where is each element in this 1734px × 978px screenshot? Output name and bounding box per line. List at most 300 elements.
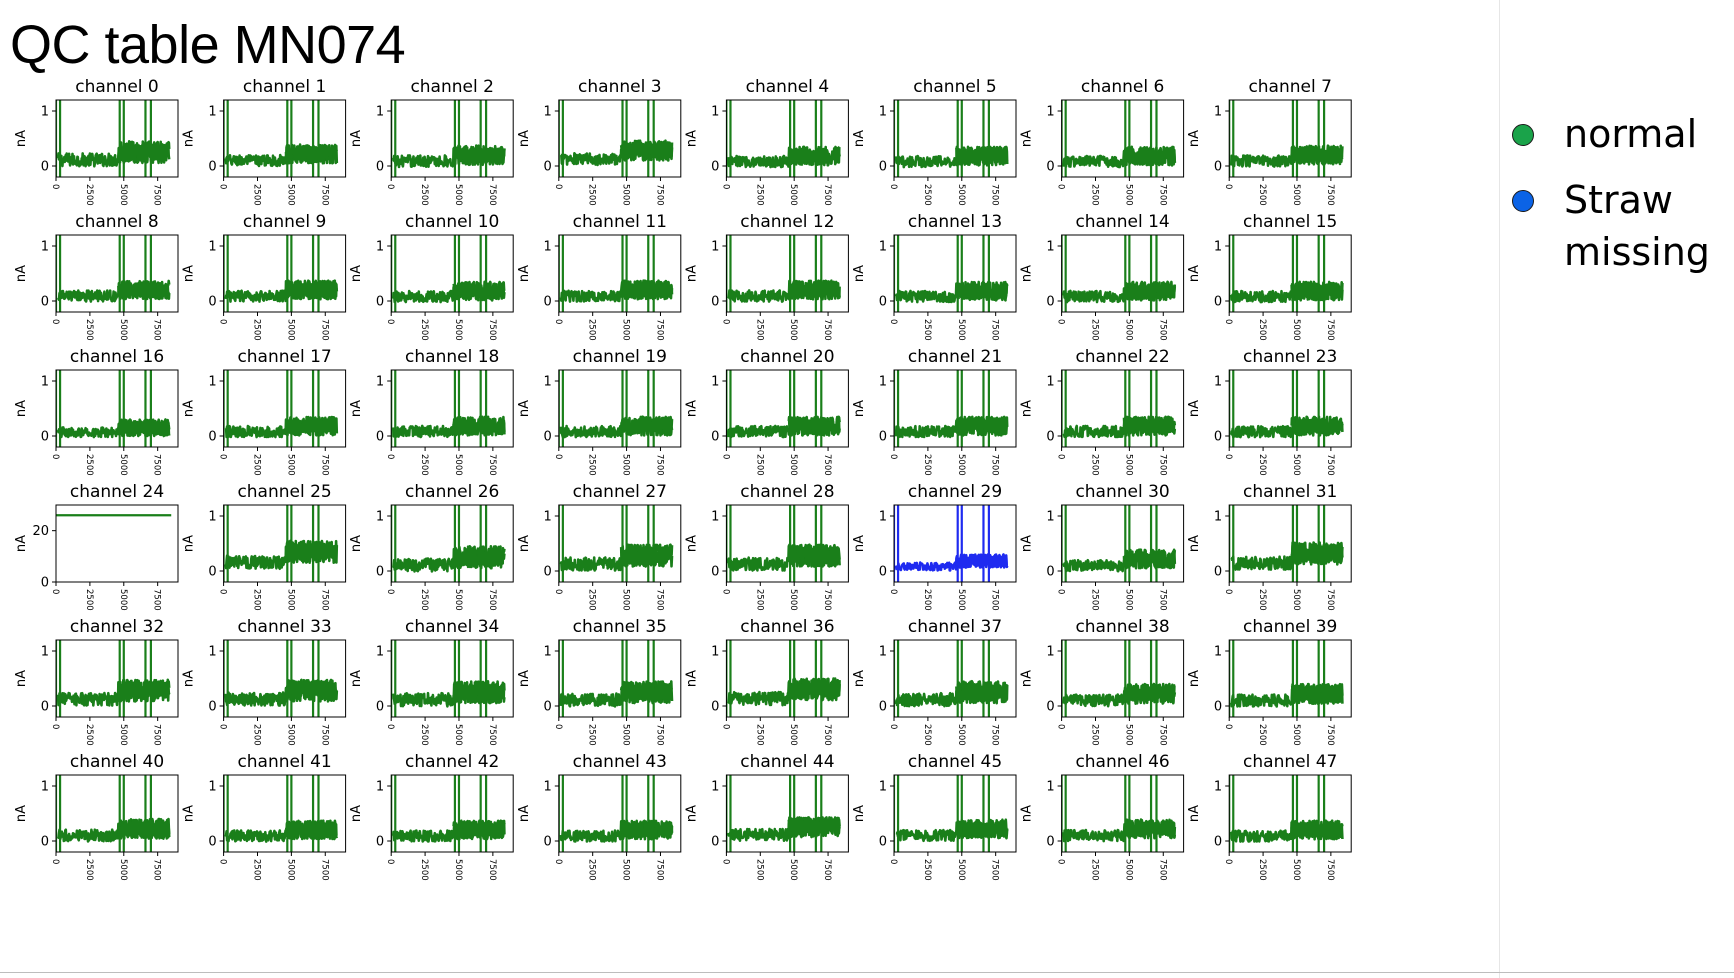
panel-title: channel 42 [405,752,500,772]
y-tick-label: 0 [1213,564,1223,580]
channel-panel [349,752,513,881]
x-tick-label: 7500 [151,589,162,611]
x-tick-label: 7500 [151,184,162,206]
x-tick-label: 5000 [452,589,463,611]
panel-title: channel 5 [913,77,997,97]
x-tick-label: 0 [385,184,396,190]
x-tick-label: 0 [552,589,563,595]
panel-frame [726,640,848,717]
channel-panel [349,77,513,206]
x-tick-label: 0 [720,184,731,190]
x-tick-label: 7500 [319,454,330,476]
x-tick-label: 7500 [1324,454,1335,476]
y-tick-label: 0 [878,834,887,850]
x-tick-label: 2500 [251,859,262,881]
x-tick-label: 7500 [1157,724,1168,746]
x-tick-label: 5000 [620,589,631,611]
x-tick-label: 2500 [251,184,262,206]
panel-title: channel 3 [578,77,662,97]
y-tick-label: 0 [878,294,887,310]
y-axis-label: nA [1019,129,1035,148]
x-tick-label: 5000 [285,859,296,881]
x-tick-label: 0 [552,724,563,730]
x-tick-label: 2500 [419,724,430,746]
y-axis-label: nA [516,264,532,283]
x-tick-label: 7500 [319,184,330,206]
y-axis-label: nA [516,399,532,418]
x-tick-label: 0 [888,454,898,460]
channel-panel [852,482,1016,611]
x-tick-label: 7500 [486,859,497,881]
channel-panel [349,482,513,611]
panel-title: channel 34 [405,617,500,637]
x-tick-label: 7500 [989,859,1000,881]
y-axis-label: nA [1187,534,1203,553]
y-axis-label: nA [181,399,197,418]
x-tick-label: 2500 [754,859,765,881]
channel-panel [517,482,681,611]
x-tick-label: 5000 [285,589,296,611]
x-tick-label: 2500 [251,454,262,476]
x-tick-label: 2500 [1257,724,1268,746]
channel-panel [1187,482,1351,611]
channel-panel [182,347,346,476]
y-tick-label: 1 [878,374,887,390]
panel-title: channel 36 [740,617,835,637]
y-tick-label: 0 [375,159,385,175]
x-tick-label: 7500 [1157,589,1168,611]
x-tick-label: 0 [552,319,563,325]
legend-item-normal [1508,108,1723,160]
panel-title: channel 17 [237,347,332,367]
x-tick-label: 5000 [1123,319,1134,341]
panel-title: channel 30 [1075,482,1170,502]
x-tick-label: 2500 [754,319,765,341]
x-tick-label: 7500 [486,319,497,341]
x-tick-label: 5000 [452,454,463,476]
x-tick-label: 0 [720,454,731,460]
y-axis-label: nA [349,264,365,283]
x-tick-label: 5000 [788,589,799,611]
x-tick-label: 5000 [117,859,128,881]
x-tick-label: 2500 [921,319,932,341]
y-tick-label: 1 [711,779,720,795]
y-axis-label: nA [684,804,700,823]
x-tick-label: 7500 [654,319,665,341]
channel-panel [852,212,1016,341]
channel-panel [852,77,1016,206]
series-line [1292,684,1343,704]
x-tick-label: 0 [552,859,563,865]
x-tick-label: 2500 [586,859,597,881]
y-tick-label: 1 [40,104,49,120]
y-tick-label: 0 [40,834,49,850]
series-line [956,417,1007,436]
panel-title: channel 1 [242,77,327,97]
y-tick-label: 1 [1213,239,1223,255]
channel-panel [1187,77,1351,206]
y-axis-label: nA [1019,804,1035,823]
series-line [118,420,169,437]
y-axis-label: nA [349,534,365,553]
x-tick-label: 2500 [1089,319,1100,341]
x-tick-label: 5000 [620,454,631,476]
channel-panel [349,347,513,476]
channel-panel [684,752,848,881]
x-tick-label: 0 [385,319,396,325]
x-tick-label: 0 [888,319,898,325]
y-tick-label: 0 [543,159,552,175]
panel-title: channel 13 [907,212,1003,232]
x-tick-label: 2500 [586,319,597,341]
x-tick-label: 2500 [1257,589,1268,611]
y-tick-label: 1 [543,374,552,390]
y-tick-label: 0 [711,564,720,580]
y-tick-label: 0 [40,699,49,715]
x-tick-label: 5000 [788,859,799,881]
panel-title: channel 9 [242,212,327,232]
x-tick-label: 0 [217,724,228,730]
y-tick-label: 0 [878,564,887,580]
y-tick-label: 1 [375,509,385,525]
y-axis-label: nA [349,129,365,148]
panel-title: channel 18 [405,347,500,367]
y-axis-label: nA [1019,669,1035,688]
x-tick-label: 2500 [83,454,94,476]
panel-title: channel 43 [572,752,667,772]
panel-frame [894,775,1016,852]
y-axis-label: nA [1019,534,1035,553]
x-tick-label: 5000 [955,184,966,206]
x-tick-label: 7500 [822,454,833,476]
x-tick-label: 7500 [822,859,833,881]
x-tick-label: 5000 [1123,724,1134,746]
y-tick-label: 0 [208,294,217,310]
channel-panel [1020,617,1184,746]
y-axis-label: nA [852,804,867,823]
legend [1508,108,1723,292]
series-line [118,141,169,163]
x-tick-label: 7500 [822,184,833,206]
panel-title: channel 20 [740,347,835,367]
x-tick-label: 2500 [419,184,430,206]
y-tick-label: 1 [1046,104,1055,120]
x-tick-label: 7500 [822,589,833,611]
y-axis-label: nA [349,399,365,418]
series-line [286,541,337,563]
x-tick-label: 7500 [1157,454,1168,476]
channel-panel [14,752,178,881]
channel-panel [349,617,513,746]
series-line [789,817,840,837]
y-tick-label: 0 [1213,834,1223,850]
x-tick-label: 2500 [419,319,430,341]
y-axis-label: nA [684,399,700,418]
y-tick-label: 0 [878,429,887,445]
channel-panel [349,212,513,341]
y-tick-label: 1 [1213,374,1223,390]
x-tick-label: 7500 [1324,589,1335,611]
blue-circle-icon [1512,190,1534,212]
x-tick-label: 5000 [620,859,631,881]
y-axis-label: nA [181,804,197,823]
channel-panel [1187,347,1351,476]
y-axis-label: nA [516,669,532,688]
x-tick-label: 7500 [989,319,1000,341]
panel-title: channel 24 [69,482,165,502]
x-tick-label: 0 [1055,184,1066,190]
x-tick-label: 5000 [452,319,463,341]
y-tick-label: 1 [375,374,385,390]
x-tick-label: 0 [50,589,60,595]
x-tick-label: 0 [720,319,731,325]
panel-title: channel 45 [907,752,1003,772]
y-tick-label: 0 [208,159,217,175]
y-tick-label: 0 [543,429,552,445]
y-tick-label: 1 [375,779,385,795]
y-tick-label: 1 [208,104,217,120]
y-tick-label: 0 [1213,294,1223,310]
y-axis-label: nA [684,129,700,148]
x-tick-label: 0 [50,319,60,325]
y-tick-label: 20 [32,524,49,540]
y-tick-label: 1 [543,104,552,120]
series-line [454,417,505,436]
x-tick-label: 0 [888,184,898,190]
y-tick-label: 1 [878,779,887,795]
x-tick-label: 0 [552,454,563,460]
series-line [454,546,505,568]
y-tick-label: 1 [40,374,49,390]
x-tick-label: 2500 [419,589,430,611]
x-tick-label: 2500 [83,184,94,206]
x-tick-label: 7500 [151,859,162,881]
x-tick-label: 5000 [788,454,799,476]
panel-title: channel 7 [1248,77,1332,97]
channel-panel [14,482,178,611]
channel-panel [1020,482,1184,611]
y-axis-label: nA [181,534,197,553]
x-tick-label: 5000 [1290,319,1301,341]
channel-panel [517,77,681,206]
x-tick-label: 7500 [654,724,665,746]
x-tick-label: 7500 [654,454,665,476]
x-tick-label: 0 [1223,724,1234,730]
x-tick-label: 0 [1055,319,1066,325]
x-tick-label: 2500 [586,184,597,206]
x-tick-label: 0 [888,589,898,595]
x-tick-label: 7500 [319,859,330,881]
channel-panel [517,617,681,746]
x-tick-label: 5000 [1290,454,1301,476]
series-line [286,680,337,701]
x-tick-label: 0 [217,589,228,595]
y-tick-label: 0 [1046,294,1055,310]
x-tick-label: 2500 [419,859,430,881]
y-tick-label: 0 [711,834,720,850]
x-tick-label: 7500 [486,724,497,746]
x-tick-label: 5000 [1123,184,1134,206]
x-tick-label: 2500 [1089,454,1100,476]
x-tick-label: 7500 [151,454,162,476]
panel-title: channel 23 [1243,347,1338,367]
panel-title: channel 33 [237,617,332,637]
x-tick-label: 2500 [754,184,765,206]
channel-panel [1187,752,1351,881]
x-tick-label: 2500 [754,589,765,611]
x-tick-label: 5000 [620,184,631,206]
x-tick-label: 5000 [452,184,463,206]
y-axis-label: nA [516,534,532,553]
y-tick-label: 0 [1213,429,1223,445]
panel-title: channel 46 [1075,752,1170,772]
y-tick-label: 0 [543,834,552,850]
y-tick-label: 0 [1046,834,1055,850]
y-tick-label: 1 [543,644,552,660]
y-tick-label: 0 [1213,159,1223,175]
x-tick-label: 2500 [419,454,430,476]
y-tick-label: 1 [208,779,217,795]
y-axis-label: nA [181,669,197,688]
x-tick-label: 0 [217,184,228,190]
y-tick-label: 0 [711,294,720,310]
x-tick-label: 5000 [452,724,463,746]
x-tick-label: 5000 [1290,589,1301,611]
y-tick-label: 1 [878,644,887,660]
y-tick-label: 0 [543,564,552,580]
x-tick-label: 7500 [1324,184,1335,206]
series-line [1124,550,1175,569]
y-tick-label: 0 [1046,699,1055,715]
y-tick-label: 1 [1046,509,1055,525]
series-line [454,146,505,165]
x-tick-label: 2500 [1257,859,1268,881]
channel-panel [517,212,681,341]
panel-title: channel 47 [1243,752,1338,772]
x-tick-label: 0 [217,859,228,865]
channel-panel [852,617,1016,746]
y-axis-label: nA [1187,804,1203,823]
x-tick-label: 2500 [921,724,932,746]
x-tick-label: 5000 [285,454,296,476]
series-line [118,680,169,702]
channel-panel [14,347,178,476]
x-tick-label: 7500 [989,589,1000,611]
x-tick-label: 2500 [921,589,932,611]
x-tick-label: 5000 [1290,724,1301,746]
series-line [286,281,337,300]
divider [0,972,1734,973]
panel-title: channel 38 [1075,617,1170,637]
panel-title: channel 10 [405,212,500,232]
x-tick-label: 2500 [921,184,932,206]
x-tick-label: 0 [1055,724,1066,730]
x-tick-label: 7500 [989,184,1000,206]
panel-title: channel 0 [75,77,159,97]
x-tick-label: 0 [50,724,60,730]
x-tick-label: 5000 [620,319,631,341]
x-tick-label: 2500 [83,724,94,746]
y-axis-label: nA [1187,129,1203,148]
x-tick-label: 2500 [1089,859,1100,881]
x-tick-label: 2500 [83,589,94,611]
x-tick-label: 0 [50,184,60,190]
x-tick-label: 7500 [822,319,833,341]
channel-panel [684,347,848,476]
y-tick-label: 1 [711,104,720,120]
y-tick-label: 1 [1213,779,1223,795]
x-tick-label: 7500 [654,184,665,206]
panel-title: channel 2 [410,77,494,97]
x-tick-label: 5000 [285,724,296,746]
x-tick-label: 0 [1223,184,1234,190]
panel-title: channel 15 [1243,212,1338,232]
channel-panel [852,347,1016,476]
y-axis-label: nA [684,264,700,283]
y-axis-label: nA [852,534,867,553]
x-tick-label: 5000 [117,319,128,341]
panel-title: channel 29 [907,482,1003,502]
x-tick-label: 7500 [1324,724,1335,746]
y-tick-label: 1 [1213,644,1223,660]
x-tick-label: 5000 [788,319,799,341]
x-tick-label: 5000 [955,454,966,476]
y-tick-label: 0 [543,699,552,715]
x-tick-label: 7500 [151,319,162,341]
y-tick-label: 1 [543,239,552,255]
x-tick-label: 0 [888,724,898,730]
panel-frame [56,235,178,312]
panel-title: channel 4 [745,77,830,97]
channel-panel [14,617,178,746]
y-axis-label: nA [684,534,700,553]
x-tick-label: 0 [50,454,60,460]
x-tick-label: 0 [385,859,396,865]
x-tick-label: 2500 [1089,724,1100,746]
series-line [454,682,505,704]
y-axis-label: nA [516,804,532,823]
legend-label-normal: normal [1564,112,1698,156]
y-axis-label: nA [14,534,29,553]
channel-panel [684,482,848,611]
y-tick-label: 0 [1046,159,1055,175]
x-tick-label: 5000 [788,184,799,206]
x-tick-label: 7500 [151,724,162,746]
channel-panel [517,752,681,881]
divider [1499,0,1500,978]
y-tick-label: 1 [711,644,720,660]
x-tick-label: 0 [720,724,731,730]
x-tick-label: 2500 [1089,184,1100,206]
x-tick-label: 2500 [251,724,262,746]
x-tick-label: 7500 [1324,859,1335,881]
panel-frame [56,775,178,852]
y-tick-label: 1 [878,239,887,255]
y-tick-label: 0 [1046,564,1055,580]
y-tick-label: 0 [543,294,552,310]
series-line [454,282,505,301]
channel-panel [684,617,848,746]
y-tick-label: 0 [40,575,49,591]
panel-title: channel 11 [572,212,667,232]
x-tick-label: 5000 [1290,859,1301,881]
y-axis-label: nA [852,669,867,688]
x-tick-label: 5000 [452,859,463,881]
series-line [1124,282,1175,300]
y-tick-label: 1 [543,779,552,795]
x-tick-label: 2500 [1089,589,1100,611]
y-axis-label: nA [14,399,29,418]
